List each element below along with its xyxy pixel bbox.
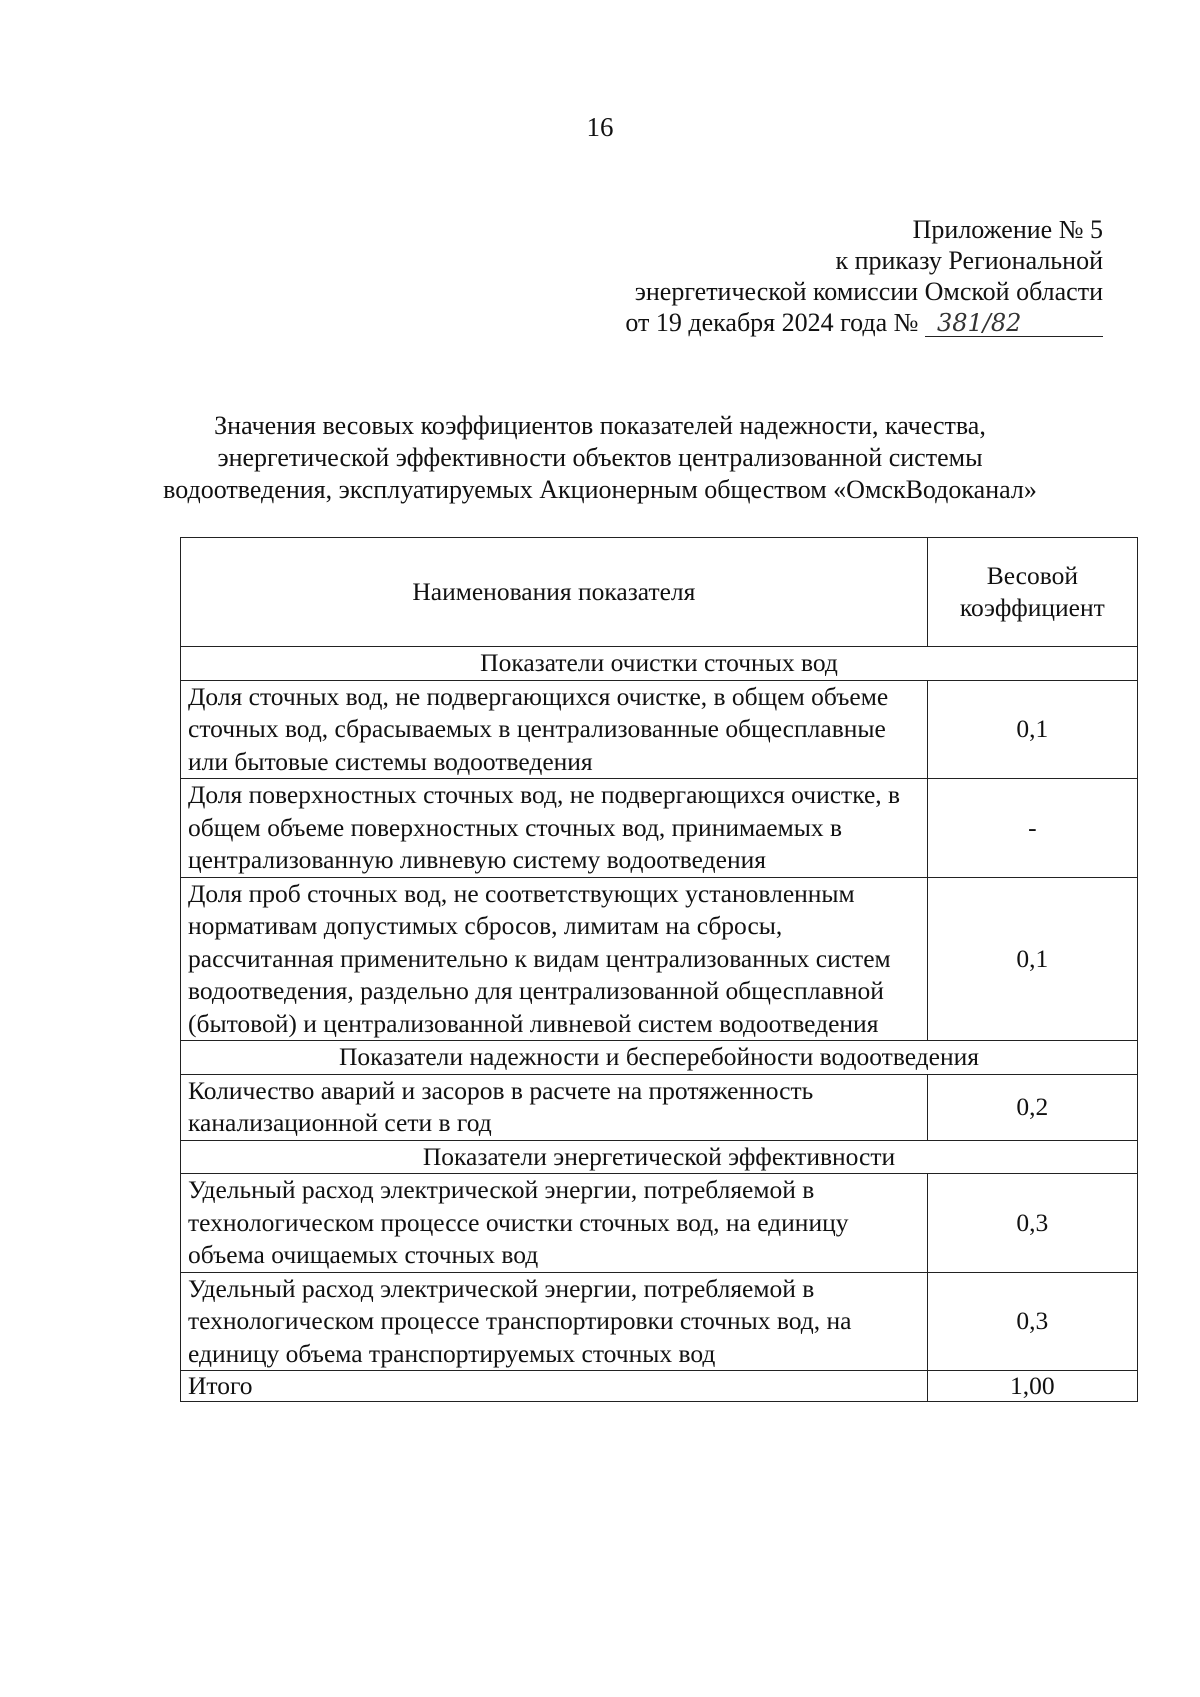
appendix-order-ref: к приказу Региональной xyxy=(835,246,1103,275)
document-title-line: энергетической эффективности объектов централизованной системы xyxy=(217,443,983,472)
section-row xyxy=(181,647,1138,681)
indicator-coefficient: 0,2 xyxy=(927,1074,1137,1140)
coefficients-table xyxy=(180,537,1138,1402)
table-header-row xyxy=(181,538,1138,647)
table-row xyxy=(181,877,1138,1041)
total-label: Итого xyxy=(181,1371,928,1402)
table-row xyxy=(181,680,1138,779)
column-header-name: Наименования показателя xyxy=(181,538,928,647)
indicator-name: Удельный расход электрической энергии, потребляемой в технологическом процессе очистки сточных вод, на единицу объема очищаемых сточных вод xyxy=(181,1174,928,1273)
indicator-name: Удельный расход электрической энергии, потребляемой в технологическом процессе транспортировки сточных вод, на единицу объема транспортируемых сточных вод xyxy=(181,1272,928,1371)
document-title-line: водоотведения, эксплуатируемых Акционерным обществом «ОмскВодоканал» xyxy=(163,475,1037,504)
indicator-coefficient: 0,1 xyxy=(927,680,1137,779)
section-title: Показатели очистки сточных вод xyxy=(181,647,1138,681)
section-title: Показатели энергетической эффективности xyxy=(181,1140,1138,1174)
order-number-handwritten: 381/82 xyxy=(925,310,1103,337)
appendix-date-line xyxy=(625,307,1103,338)
appendix-header xyxy=(625,214,1103,338)
table-row xyxy=(181,1074,1138,1140)
section-row xyxy=(181,1041,1138,1075)
section-title: Показатели надежности и бесперебойности водоотведения xyxy=(181,1041,1138,1075)
indicator-coefficient: - xyxy=(927,779,1137,878)
section-row xyxy=(181,1140,1138,1174)
column-header-coefficient: Весовой коэффициент xyxy=(927,538,1137,647)
indicator-name: Доля поверхностных сточных вод, не подвергающихся очистке, в общем объеме поверхностных сточных вод, принимаемых в централизованную ливневую систему водоотведения xyxy=(181,779,928,878)
table-row xyxy=(181,1174,1138,1273)
total-value: 1,00 xyxy=(927,1371,1137,1402)
table-row xyxy=(181,779,1138,878)
table-row xyxy=(181,1272,1138,1371)
appendix-issuer: энергетической комиссии Омской области xyxy=(634,277,1103,306)
indicator-coefficient: 0,1 xyxy=(927,877,1137,1041)
page-number: 16 xyxy=(586,112,614,142)
indicator-name: Количество аварий и засоров в расчете на протяженность канализационной сети в год xyxy=(181,1074,928,1140)
appendix-title: Приложение № 5 xyxy=(912,215,1103,244)
appendix-date: от 19 декабря 2024 года № xyxy=(625,308,919,337)
indicator-name: Доля проб сточных вод, не соответствующих установленным нормативам допустимых сбросов, лимитам на сбросы, рассчитанная применительно к видам централизованных систем водоотведения, раздельно для централизованной общесплавной (бытовой) и централизованной ливневой систем водоотведения xyxy=(181,877,928,1041)
indicator-coefficient: 0,3 xyxy=(927,1272,1137,1371)
document-title xyxy=(0,410,1200,506)
indicator-coefficient: 0,3 xyxy=(927,1174,1137,1273)
total-row xyxy=(181,1371,1138,1402)
indicator-name: Доля сточных вод, не подвергающихся очистке, в общем объеме сточных вод, сбрасываемых в централизованные общесплавные или бытовые системы водоотведения xyxy=(181,680,928,779)
document-title-line: Значения весовых коэффициентов показателей надежности, качества, xyxy=(214,411,986,440)
